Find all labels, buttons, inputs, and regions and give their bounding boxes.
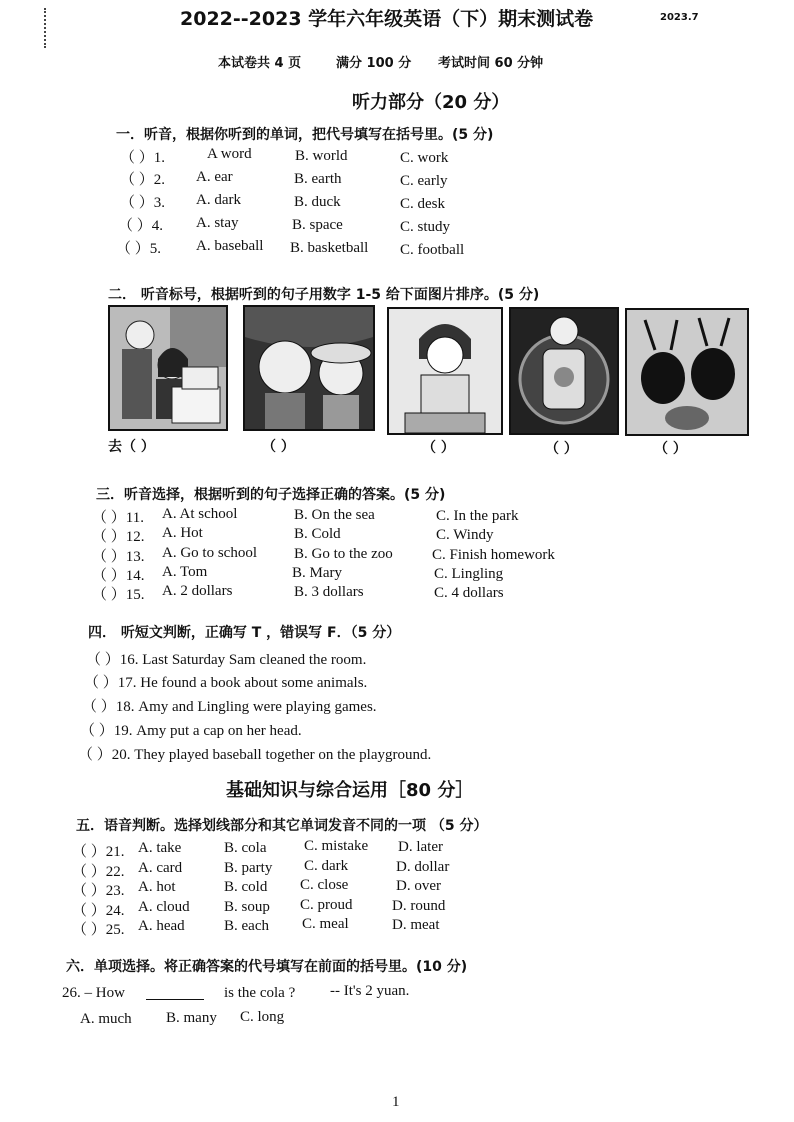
option-c: C. mistake	[304, 838, 369, 854]
option-a: A. ear	[196, 169, 233, 185]
exam-title: 2022--2023 学年六年级英语（下）期末测试卷	[180, 8, 594, 30]
option-c: C. Lingling	[434, 566, 504, 582]
option-a: A. take	[138, 840, 182, 856]
option-c: C. 4 dollars	[434, 585, 504, 601]
option-c: C. Windy	[436, 527, 494, 543]
option-a: A. Go to school	[162, 545, 257, 561]
q26-stem-start: 26. – How	[62, 985, 125, 1001]
option-c: C. meal	[302, 916, 349, 932]
option-a: A word	[207, 146, 252, 162]
option-b: B. 3 dollars	[294, 584, 364, 600]
option-a: A. head	[138, 918, 185, 934]
option-d: D. round	[392, 898, 446, 914]
section4-title: 四． 听短文判断，正确写 T ，错误写 F．（5 分）	[88, 625, 401, 641]
option-b: B. party	[224, 860, 273, 876]
q26-answer-blank[interactable]	[146, 999, 204, 1000]
picture-1-answer: 去（ ）	[108, 439, 155, 455]
item-number: （ ）21.	[72, 844, 125, 860]
option-d: D. over	[396, 878, 441, 894]
section5-title: 五．语音判断。选择划线部分和其它单词发音不同的一项 （5 分）	[76, 818, 488, 834]
option-a: A. stay	[196, 215, 239, 231]
option-b: B. each	[224, 918, 269, 934]
q26-option-c: C. long	[240, 1009, 285, 1025]
q26-option-b: B. many	[166, 1010, 217, 1026]
section6-title: 六．单项选择。将正确答案的代号填写在前面的括号里。(10 分)	[66, 959, 468, 975]
list-item: （ ）16. Last Saturday Sam cleaned the room.	[86, 652, 367, 668]
item-number: （ ）14.	[92, 568, 145, 584]
option-c: C. early	[400, 173, 448, 189]
option-c: C. dark	[304, 858, 349, 874]
option-c: C. work	[400, 150, 449, 166]
q26-reply: -- It's 2 yuan.	[330, 983, 410, 999]
item-number: （ ）13.	[92, 549, 145, 565]
listening-heading: 听力部分（20 分）	[352, 92, 510, 113]
option-a: A. dark	[196, 192, 241, 208]
list-item: （ ）18. Amy and Lingling were playing games.	[82, 699, 377, 715]
list-item: （ ）17. He found a book about some animals.	[84, 675, 368, 691]
option-d: D. dollar	[396, 859, 450, 875]
item-number: （ ）24.	[72, 903, 125, 919]
item-number: （ ）2.	[120, 172, 166, 188]
item-number: （ ）15.	[92, 587, 145, 603]
exam-date: 2023.7	[660, 12, 699, 23]
option-c: C. football	[400, 242, 465, 258]
item-number: （ ）5.	[116, 241, 162, 257]
item-number: （ ）12.	[92, 529, 145, 545]
info-score: 满分 100 分	[336, 56, 412, 71]
option-b: B. cola	[224, 840, 267, 856]
picture-1-boy-and-girl-with-boxes	[108, 305, 228, 431]
picture-2-answer: （ ）	[262, 439, 295, 455]
picture-4-astronaut	[509, 307, 619, 435]
picture-2-two-children	[243, 305, 375, 431]
option-b: B. space	[292, 217, 343, 233]
option-b: B. basketball	[290, 240, 369, 256]
item-number: （ ）22.	[72, 864, 125, 880]
section2-title: 二． 听音标号，根据听到的句子用数字 1-5 给下面图片排序。(5 分)	[108, 287, 540, 303]
option-a: A. hot	[138, 879, 176, 895]
option-a: A. Tom	[162, 564, 208, 580]
option-a: A. Hot	[162, 525, 203, 541]
binding-margin-dots	[44, 8, 50, 48]
option-b: B. world	[295, 148, 348, 164]
option-b: B. Go to the zoo	[294, 546, 393, 562]
item-number: （ ）3.	[120, 195, 166, 211]
option-c: C. proud	[300, 897, 353, 913]
q26-stem-end: is the cola ?	[224, 985, 296, 1001]
option-c: C. close	[300, 877, 349, 893]
option-b: B. Cold	[294, 526, 341, 542]
page-number: 1	[392, 1094, 400, 1110]
knowledge-heading: 基础知识与综合运用［80 分］	[226, 780, 474, 801]
option-a: A. card	[138, 860, 183, 876]
option-a: A. cloud	[138, 899, 190, 915]
option-c: C. desk	[400, 196, 445, 212]
list-item: （ ）19. Amy put a cap on her head.	[80, 723, 302, 739]
option-c: C. Finish homework	[432, 547, 555, 563]
option-a: A. At school	[162, 506, 238, 522]
option-a: A. 2 dollars	[162, 583, 233, 599]
item-number: （ ）1.	[120, 150, 166, 166]
option-a: A. baseball	[196, 238, 264, 254]
option-b: B. cold	[224, 879, 268, 895]
picture-3-answer: （ ）	[422, 440, 455, 456]
option-b: B. duck	[294, 194, 341, 210]
item-number: （ ）25.	[72, 922, 125, 938]
option-c: C. In the park	[436, 508, 519, 524]
q26-option-a: A. much	[80, 1011, 132, 1027]
option-b: B. soup	[224, 899, 270, 915]
item-number: （ ）23.	[72, 883, 125, 899]
picture-3-woman-at-desk	[387, 307, 503, 435]
section3-title: 三．听音选择，根据听到的句子选择正确的答案。(5 分)	[96, 487, 446, 503]
info-pages: 本试卷共 4 页	[218, 56, 302, 71]
section1-title: 一．听音，根据你听到的单词，把代号填写在括号里。(5 分)	[116, 127, 494, 143]
item-number: （ ）11.	[92, 510, 144, 526]
item-number: （ ）4.	[118, 218, 164, 234]
list-item: （ ）20. They played baseball together on the playground.	[78, 747, 432, 763]
option-c: C. study	[400, 219, 451, 235]
info-time: 考试时间 60 分钟	[438, 56, 544, 71]
option-b: B. Mary	[292, 565, 342, 581]
option-b: B. On the sea	[294, 507, 375, 523]
option-b: B. earth	[294, 171, 342, 187]
picture-5-answer: （ ）	[654, 441, 687, 457]
picture-4-answer: （ ）	[545, 441, 578, 457]
option-d: D. meat	[392, 917, 440, 933]
option-d: D. later	[398, 839, 443, 855]
picture-5-ants	[625, 308, 749, 436]
